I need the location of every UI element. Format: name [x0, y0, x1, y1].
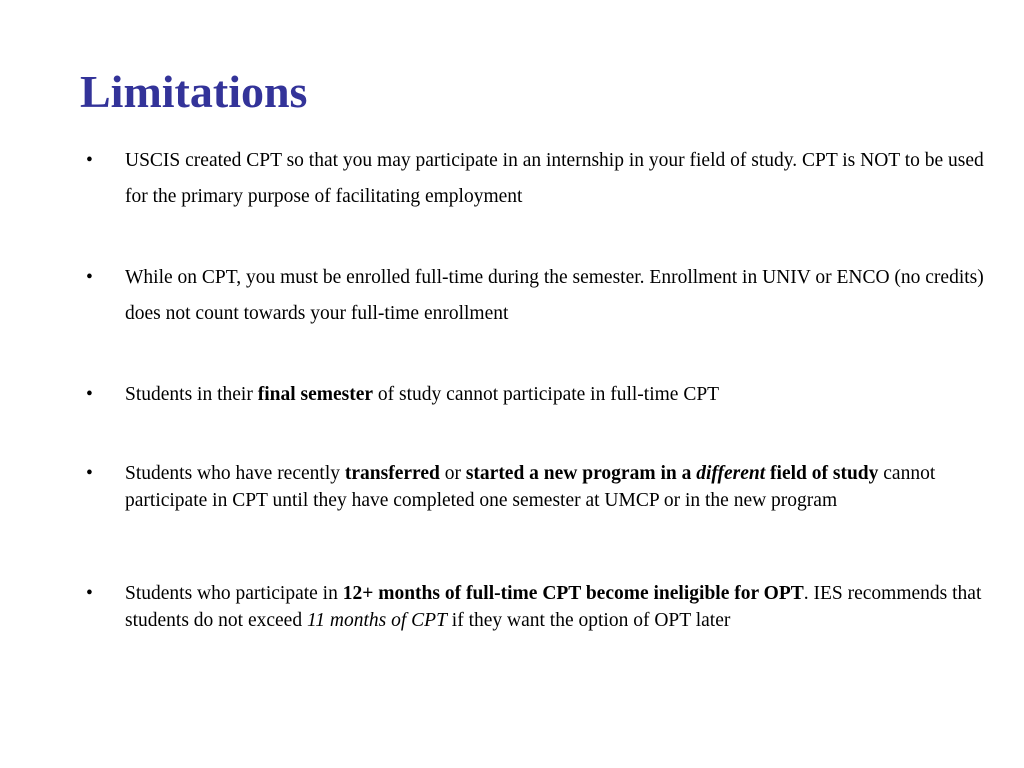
text-segment: Students who participate in — [125, 583, 343, 604]
bullet-item-enrollment — [86, 260, 986, 332]
bullet-text — [125, 260, 985, 332]
text-segment: or — [439, 463, 466, 484]
emphasis-field-of-study: field of study — [765, 463, 879, 484]
text-segment: if they want the option of OPT later — [446, 610, 731, 631]
text-segment: . IES recommends that students do not exceed — [125, 583, 982, 631]
bullet-text — [125, 143, 985, 215]
emphasis-final-semester: final semester — [257, 384, 374, 405]
emphasis-ineligible-for-opt: 12+ months of full-time CPT become ineligible for OPT — [342, 583, 804, 604]
bullet-item-transferred — [86, 460, 986, 514]
text-segment: cannot participate in CPT until they have completed one semester at UMCP or in the new program — [125, 463, 936, 511]
text-segment: Students who have recently — [125, 463, 345, 484]
bullet-item-uscis — [86, 143, 986, 215]
text-segment: of study cannot participate in full-time CPT — [373, 384, 720, 405]
bullet-item-opt-eligibility — [86, 580, 986, 634]
bullet-icon: • — [86, 384, 93, 405]
bullet-icon: • — [86, 583, 93, 604]
text-segment: USCIS created CPT so that you may participate in an internship in your field of study. CPT is NOT to be used for the primary purpose of facilitating employment — [125, 150, 984, 207]
bullet-text — [125, 377, 985, 413]
bullet-item-final-semester — [86, 377, 986, 413]
text-segment: While on CPT, you must be enrolled full-time during the semester. Enrollment in UNIV or ENCO (no credits) does not count towards your full-time enrollment — [125, 267, 984, 324]
bullet-text — [125, 580, 985, 634]
bullet-icon: • — [86, 150, 93, 171]
slide-title: Limitations — [80, 66, 308, 117]
emphasis-new-program: started a new program in a — [465, 463, 697, 484]
bullet-text — [125, 460, 985, 514]
emphasis-different: different — [696, 463, 766, 484]
text-segment: Students in their — [125, 384, 258, 405]
bullet-icon: • — [86, 463, 93, 484]
emphasis-transferred: transferred — [344, 463, 440, 484]
emphasis-11-months: 11 months of CPT — [306, 610, 447, 631]
bullet-icon: • — [86, 267, 93, 288]
